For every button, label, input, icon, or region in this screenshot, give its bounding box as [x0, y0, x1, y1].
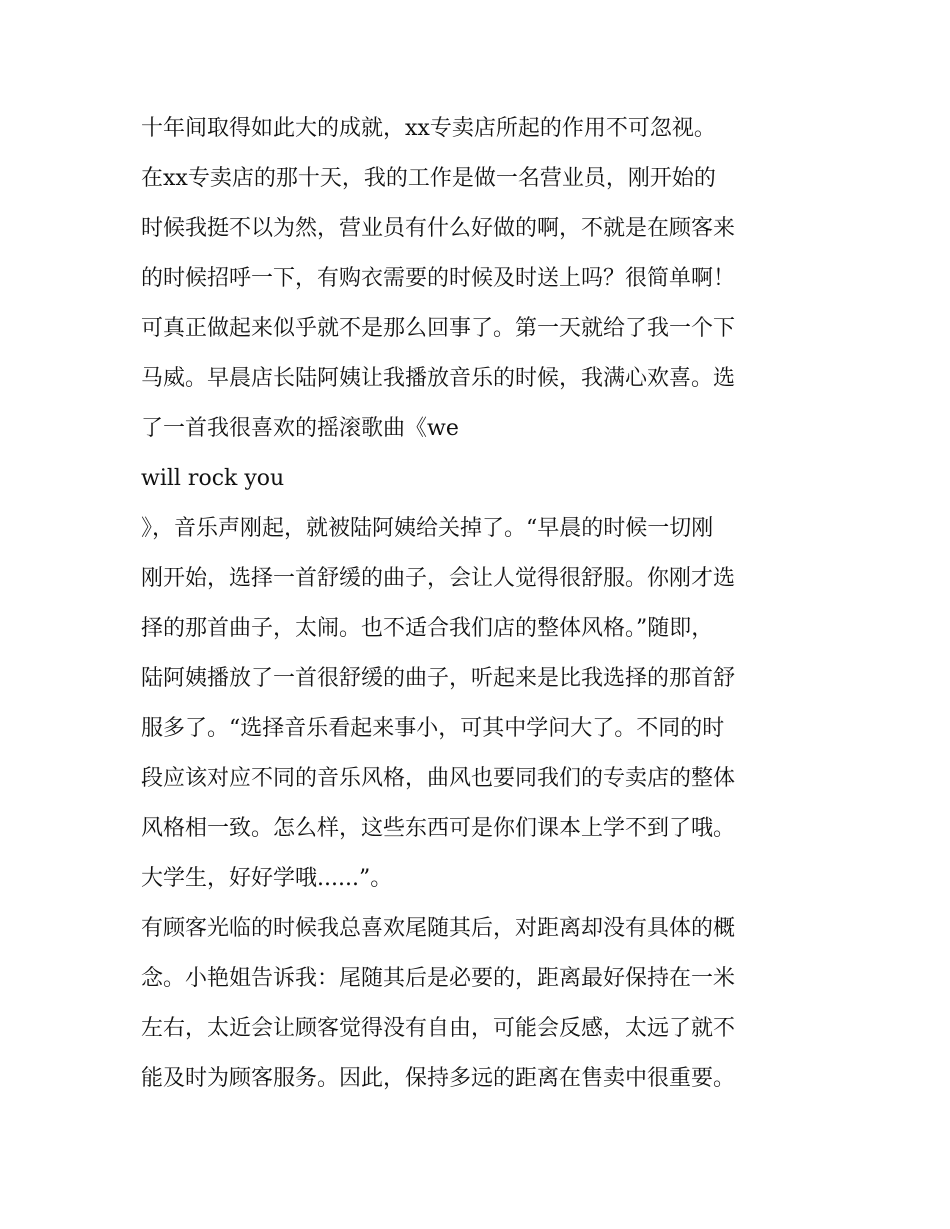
text-line: 能及时为顾客服务。因此，保持多远的距离在售卖中很重要。 — [141, 1066, 736, 1091]
text-line: 》，音乐声刚起，就被陆阿姨给关掉了。“早晨的时候一切刚 — [141, 516, 714, 541]
text-line: 在xx专卖店的那十天，我的工作是做一名营业员，刚开始的 — [141, 166, 716, 191]
text-line: 可真正做起来似乎就不是那么回事了。第一天就给了我一个下 — [141, 316, 736, 341]
text-line: 了一首我很喜欢的摇滚歌曲《we — [141, 416, 459, 441]
text-line: 服多了。“选择音乐看起来事小，可其中学问大了。不同的时 — [141, 716, 725, 741]
text-line: 左右，太近会让顾客觉得没有自由，可能会反感，太远了就不 — [141, 1016, 736, 1041]
text-line: 时候我挺不以为然，营业员有什么好做的啊，不就是在顾客来 — [141, 216, 736, 241]
text-line: 大学生，好好学哦......”。 — [141, 866, 393, 891]
text-line: will rock you — [141, 466, 285, 491]
text-line: 段应该对应不同的音乐风格，曲风也要同我们的专卖店的整体 — [141, 766, 736, 791]
text-line: 马威。早晨店长陆阿姨让我播放音乐的时候，我满心欢喜。选 — [141, 366, 736, 391]
text-line: 风格相一致。怎么样，这些东西可是你们课本上学不到了哦。 — [141, 816, 736, 841]
body-text — [141, 104, 821, 1104]
text-line: 刚开始，选择一首舒缓的曲子，会让人觉得很舒服。你刚才选 — [141, 566, 736, 591]
text-line: 有顾客光临的时候我总喜欢尾随其后，对距离却没有具体的概 — [141, 916, 736, 941]
text-line: 陆阿姨播放了一首很舒缓的曲子，听起来是比我选择的那首舒 — [141, 666, 736, 691]
text-line: 择的那首曲子，太闹。也不适合我们店的整体风格。”随即， — [141, 616, 714, 641]
text-line: 的时候招呼一下，有购衣需要的时候及时送上吗？很简单啊！ — [141, 266, 736, 291]
text-line: 念。小艳姐告诉我：尾随其后是必要的，距离最好保持在一米 — [141, 966, 736, 991]
text-line: 十年间取得如此大的成就，xx专卖店所起的作用不可忽视。 — [141, 116, 716, 141]
